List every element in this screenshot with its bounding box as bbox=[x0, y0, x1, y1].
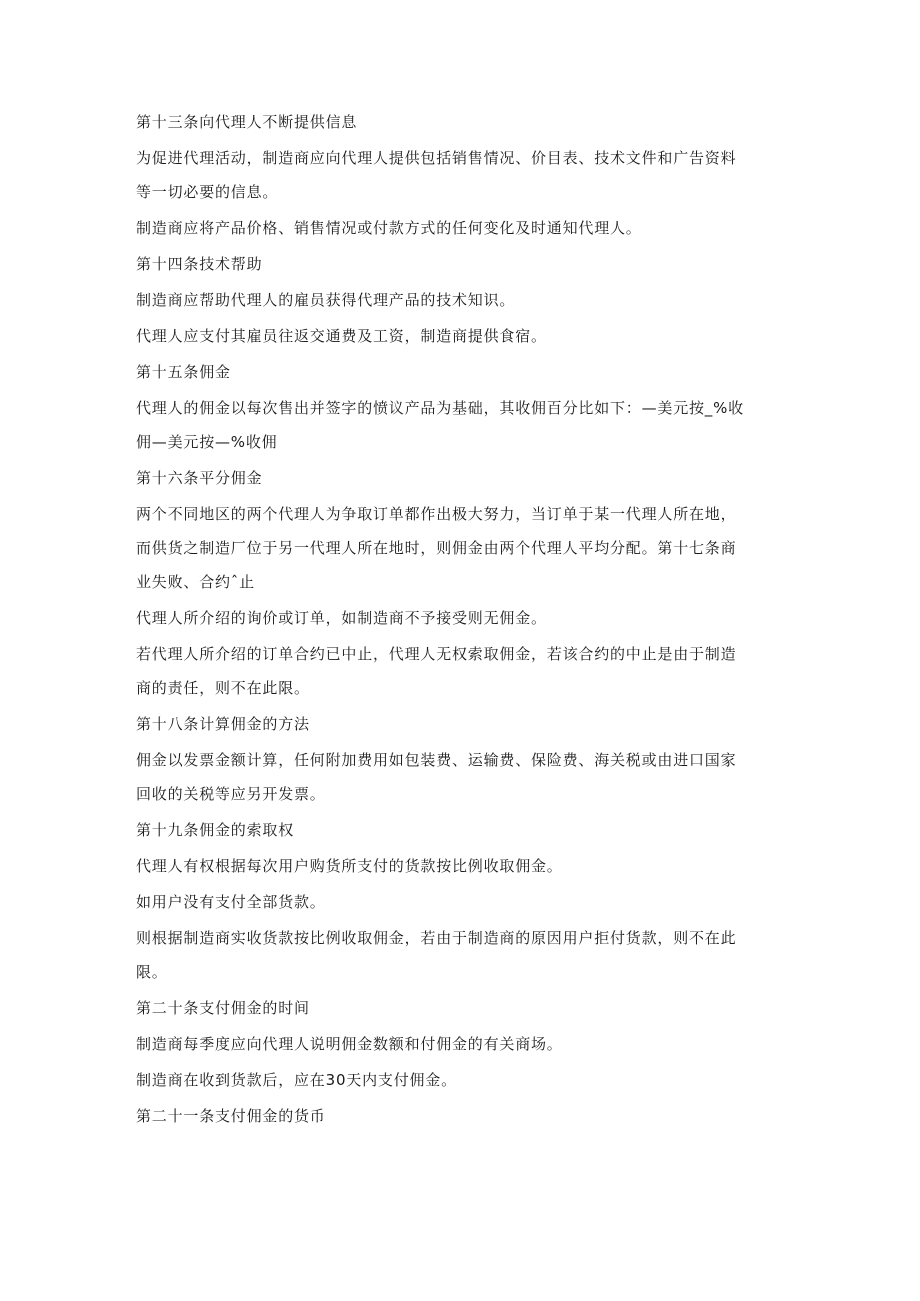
paragraph-line: 代理人有权根据每次用户购货所支付的货款按比例收取佣金。 bbox=[136, 857, 563, 875]
article-13-heading: 第十三条向代理人不断提供信息 bbox=[136, 113, 358, 131]
paragraph-line: 为促进代理活动，制造商应向代理人提供包括销售情况、价目表、技术文件和广告资料 bbox=[136, 149, 737, 167]
document-body bbox=[136, 113, 788, 1125]
paragraph-line: 如用户没有支付全部货款。 bbox=[136, 893, 326, 911]
paragraph-line: 代理人的佣金以每次售出并签字的愤议产品为基础，其收佣百分比如下：—美元按_%收 bbox=[136, 399, 744, 417]
paragraph-line: 佣—美元按—%收佣 bbox=[136, 433, 278, 451]
paragraph-line: 业失败、合约ˆ止 bbox=[136, 573, 255, 591]
paragraph-line: 商的责任，则不在此限。 bbox=[136, 679, 310, 697]
paragraph-line: 若代理人所介绍的订单合约已中止，代理人无权索取佣金，若该合约的中止是由于制造 bbox=[136, 645, 737, 663]
paragraph-line: 代理人所介绍的询价或订单，如制造商不予接受则无佣金。 bbox=[136, 609, 547, 627]
paragraph-line: 代理人应支付其雇员往返交通费及工资，制造商提供食宿。 bbox=[136, 327, 547, 345]
paragraph-line: 制造商应帮助代理人的雇员获得代理产品的技术知识。 bbox=[136, 291, 516, 309]
article-14-heading: 第十四条技术帮助 bbox=[136, 255, 263, 273]
paragraph-line: 制造商应将产品价格、销售情况或付款方式的任何变化及时通知代理人。 bbox=[136, 219, 642, 237]
article-15-heading: 第十五条佣金 bbox=[136, 363, 231, 381]
paragraph-line: 制造商每季度应向代理人说明佣金数额和付佣金的有关商场。 bbox=[136, 1035, 563, 1053]
paragraph-line: 佣金以发票金额计算，任何附加费用如包装费、运输费、保险费、海关税或由进口国家 bbox=[136, 751, 737, 769]
paragraph-line: 回收的关税等应另开发票。 bbox=[136, 785, 326, 803]
article-18-heading: 第十八条计算佣金的方法 bbox=[136, 715, 310, 733]
paragraph-line: 限。 bbox=[136, 963, 168, 981]
paragraph-line: 两个不同地区的两个代理人为争取订单都作出极大努力，当订单于某一代理人所在地， bbox=[136, 505, 737, 523]
paragraph-line: 则根据制造商实收货款按比例收取佣金，若由于制造商的原因用户拒付货款，则不在此 bbox=[136, 929, 737, 947]
paragraph-line: 等一切必要的信息。 bbox=[136, 183, 279, 201]
article-21-heading: 第二十一条支付佣金的货币 bbox=[136, 1107, 326, 1125]
article-16-heading: 第十六条平分佣金 bbox=[136, 469, 263, 487]
article-20-heading: 第二十条支付佣金的时间 bbox=[136, 999, 310, 1017]
paragraph-line: 制造商在收到货款后，应在30天内支付佣金。 bbox=[136, 1071, 457, 1089]
article-19-heading: 第十九条佣金的索取权 bbox=[136, 821, 295, 839]
paragraph-line: 而供货之制造厂位于另一代理人所在地时，则佣金由两个代理人平均分配。第十七条商 bbox=[136, 539, 737, 557]
